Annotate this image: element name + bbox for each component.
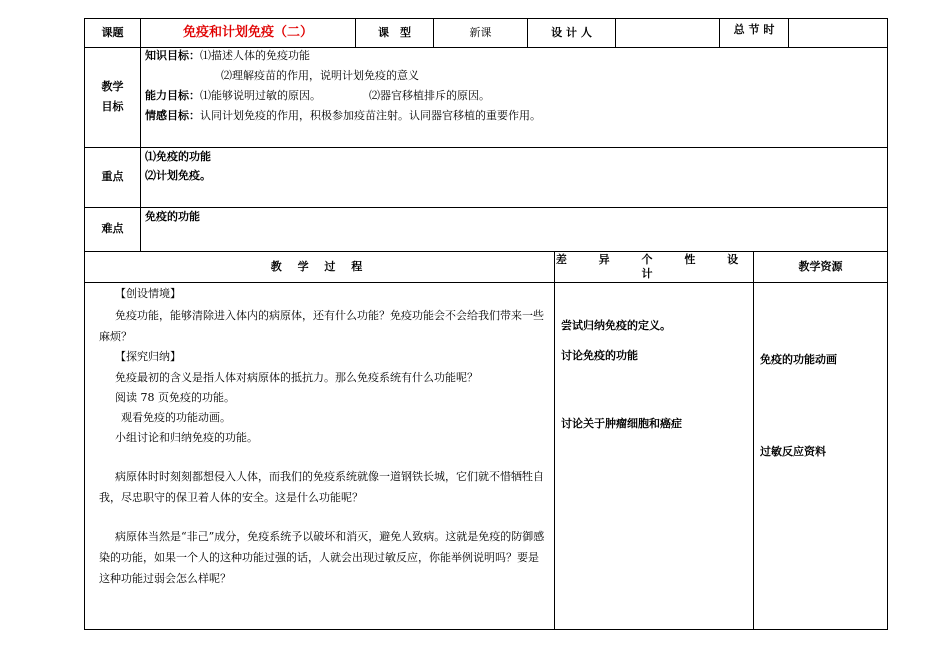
process-line-4: 免疫最初的含义是指人体对病原体的抵抗力。那么免疫系统有什么功能呢？ <box>115 371 478 384</box>
row-divider <box>85 207 887 208</box>
differentiation-1: 尝试归纳免疫的定义。 <box>561 319 671 332</box>
emotion-text: 认同计划免疫的作用，积极参加疫苗注射。认同器官移植的重要作用。 <box>200 109 541 122</box>
row-divider <box>85 147 887 148</box>
ability-goal <box>145 89 490 103</box>
emotion-label: 情感目标： <box>145 109 200 122</box>
process-header: 教 学 过 程 <box>270 259 369 273</box>
knowledge-text-1: ⑴描述人体的免疫功能 <box>200 49 310 62</box>
differentiation-3: 讨论关于肿瘤细胞和癌症 <box>561 417 682 430</box>
process-paragraph-9: 病原体当然是“非己”成分，免疫系统予以破坏和消灭，避免人致病。这就是免疫的防御感染的功能，如果一个人的这种功能过强的话，人就会出现过敏反应，你能举例说明吗？要是这种功能过弱会怎么样呢？ <box>99 530 545 585</box>
ability-text-2: ⑵器官移植排斥的原因。 <box>369 89 490 102</box>
knowledge-goal-1 <box>145 49 310 63</box>
differentiation-header: 差 异 个 性 设 计 <box>555 252 753 280</box>
process-paragraph-1: 免疫功能，能够清除进入体内的病原体，还有什么功能？免疫功能会不会给我们带来一些麻烦？ <box>99 309 544 343</box>
process-paragraph-8: 病原体时时刻刻都想侵入人体，而我们的免疫系统就像一道钢铁长城，它们就不惜牺牲自我，尽忠职守的保卫着人体的安全。这是什么功能呢？ <box>99 470 544 504</box>
differentiation-2: 讨论免疫的功能 <box>561 349 638 362</box>
process-line-6: 观看免疫的功能动画。 <box>121 411 231 424</box>
col-divider <box>140 47 141 251</box>
process-section-2: 【探究归纳】 <box>115 350 181 363</box>
ability-text-1: ⑴能够说明过敏的原因。 <box>200 89 321 102</box>
knowledge-label: 知识目标： <box>145 49 200 62</box>
lesson-plan-table <box>84 18 888 630</box>
row-divider <box>85 47 887 48</box>
knowledge-goal-2: ⑵理解疫苗的作用，说明计划免疫的意义 <box>221 69 419 82</box>
process-content <box>99 285 549 589</box>
hours-value <box>789 19 887 47</box>
resource-1: 免疫的功能动画 <box>760 353 837 366</box>
goals-label-line-1: 教学 <box>101 80 124 93</box>
goals-label <box>85 77 140 117</box>
hours-label: 总 节 时 <box>733 23 775 36</box>
goals-label-line-2: 目标 <box>101 100 124 113</box>
resource-2: 过敏反应资料 <box>760 445 826 458</box>
process-line-7: 小组讨论和归纳免疫的功能。 <box>115 431 258 444</box>
designer-label: 设 计 人 <box>551 26 592 39</box>
col-divider <box>554 251 555 629</box>
key-point-1: ⑴免疫的功能 <box>145 150 211 163</box>
difficulty-label: 难点 <box>101 222 124 235</box>
lesson-label: 课题 <box>101 26 124 39</box>
row-divider <box>85 282 887 283</box>
key-point-2: ⑵计划免疫。 <box>145 169 211 182</box>
ability-label: 能力目标： <box>145 89 200 102</box>
type-value: 新课 <box>469 26 492 39</box>
process-section-1: 【创设情境】 <box>115 287 181 300</box>
designer-value <box>616 19 719 47</box>
key-points-label: 重点 <box>101 170 124 183</box>
difficulty-text: 免疫的功能 <box>145 210 200 223</box>
lesson-title: 免疫和计划免疫（二） <box>182 25 313 40</box>
col-divider <box>753 251 754 629</box>
emotion-goal <box>145 109 541 123</box>
type-label: 课 型 <box>378 26 411 39</box>
process-line-5: 阅读 78 页免疫的功能。 <box>115 391 235 404</box>
resources-header: 教学资源 <box>798 259 843 273</box>
